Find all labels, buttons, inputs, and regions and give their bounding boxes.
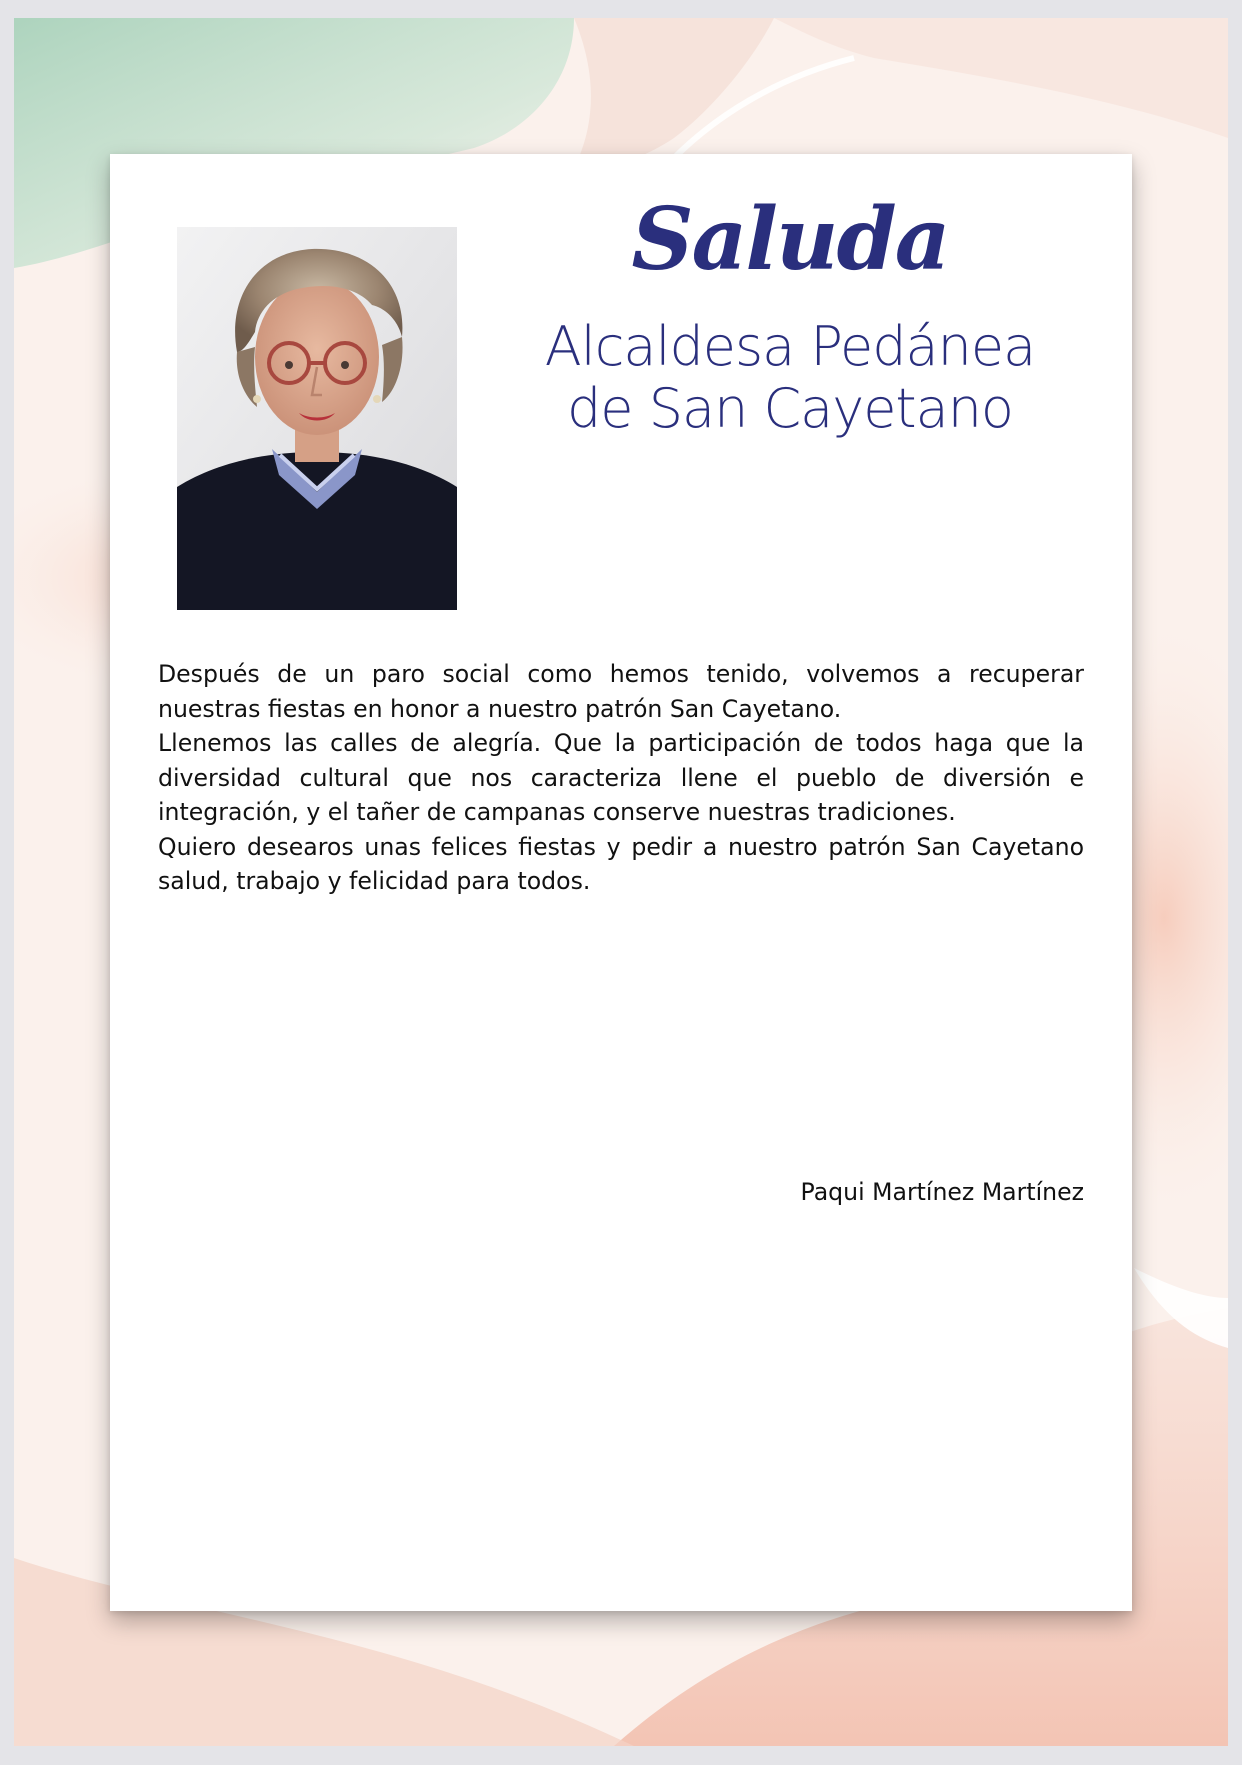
paragraph-1: Después de un paro social como hemos tenido, volvemos a recuperar nuestras fiestas en honor a nuestro patrón San Cayetano. [158,660,1084,723]
paragraph-3: Quiero desearos unas felices fiestas y pedir a nuestro patrón San Cayetano salud, trabajo y felicidad para todos. [158,832,1084,895]
signature: Paqui Martínez Martínez [800,1178,1084,1206]
paragraph-2: Llenemos las calles de alegría. Que la participación de todos haga que la diversidad cultural que nos caracteriza llene el pueblo de diversión e integración, y el tañer de campanas conserve nuestras tradiciones. [158,729,1084,826]
saluda-title: Saluda [631,189,949,290]
subtitle-line-1: Alcaldesa Pedánea [544,315,1036,378]
subtitle [530,316,1050,440]
content-card [110,154,1132,1611]
body-text [158,657,1084,899]
portrait-photo [177,227,457,610]
portrait-illustration [177,227,457,610]
subtitle-line-2: de San Cayetano [567,377,1013,440]
